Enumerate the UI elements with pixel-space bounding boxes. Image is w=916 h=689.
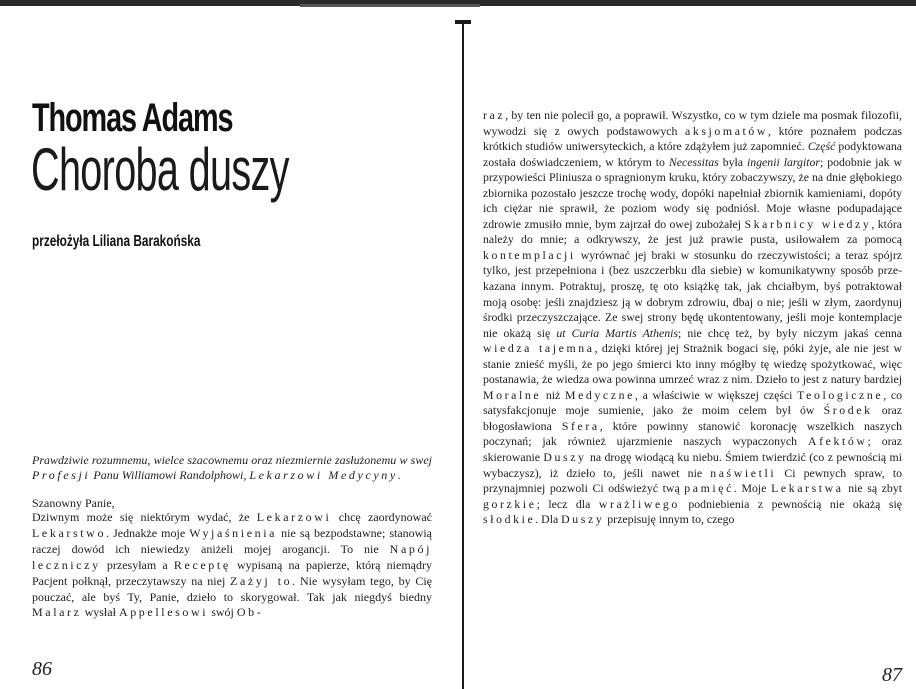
emphasis-italic: ingenii largitor: [746, 154, 820, 169]
text-run: chcę zaordynować: [331, 510, 432, 524]
emphasis-spaced: wrażliwego: [598, 496, 680, 511]
text-run: niż: [541, 387, 565, 402]
text-run: nie są zbyt: [843, 481, 902, 496]
right-page: [466, 0, 916, 689]
emphasis-spaced: gorzkie: [483, 496, 537, 511]
text-run: , co satysfakcjonuje moje sumienie, jako że moim celem był ów: [483, 387, 902, 418]
text-run: przesyłam a: [100, 557, 174, 572]
emphasis-spaced: Sfera: [561, 418, 600, 433]
text-run: ; nie chcę też, by były niczym jakaś cenna: [677, 325, 902, 340]
emphasis-spaced: Ob-: [236, 605, 264, 620]
author-name: Thomas Adams: [32, 96, 233, 140]
emphasis-italic: ut Curia Martis Athenis: [556, 325, 678, 340]
page-number-left: 86: [32, 658, 52, 680]
emphasis-spaced: Afektów: [808, 434, 868, 449]
text-run: , które powinny stanowić koronację wszelkich naszych poczynań; jak również ujarzmienie naszych wypaczonych: [483, 418, 902, 449]
emphasis-spaced: Malarz: [32, 605, 82, 620]
text-run: swój: [208, 605, 237, 620]
emphasis-spaced: Duszy: [543, 450, 587, 465]
emphasis-spaced: Lekarzowi: [256, 510, 332, 524]
text-run: wysłał: [81, 605, 119, 620]
text-run: . Dla: [535, 512, 562, 527]
emphasis-spaced: Lekarzowi Medycyny: [249, 468, 398, 482]
text-run: . Moje: [733, 481, 772, 496]
article-title: Choroba duszy: [31, 136, 289, 203]
text-run: . Nie wysyłam tego, by Cię pouczać, ale byś Ty, Panie, dzieło to skorygował. Tak jak niegdyś biedny: [32, 573, 433, 604]
text-run: , które poznałem podczas krótkich studiów uniwersyteckich, a które zdążyłem już zapomnieć.: [483, 123, 902, 154]
book-spine-gutter: [462, 22, 464, 689]
emphasis-spaced: Wyjaśnienia: [189, 525, 278, 540]
emphasis-spaced: Napój leczniczy: [32, 541, 432, 572]
text-run: , dzięki której jej Strażnik bogaci się, póki żyje, ale nie jest w stanie znieść myśli, że po jego śmierci kto inny mógłby tę wiedzę spożytkować, więc postanawia, że wiedza owa powinna umrzeć wraz z nim. Dzieło to jest z natury bardziej: [483, 341, 903, 387]
text-run: , a właściwie w większej części: [634, 387, 798, 402]
emphasis-spaced: Środek: [823, 403, 873, 418]
emphasis-spaced: naświetli: [710, 465, 777, 480]
emphasis-spaced: Moralne: [483, 387, 542, 402]
text-run: ; podobnie jak w przypowieści Pliniusza o spragnionym kruku, który zobaczywszy, że na dnie głębokiego zbiornika pozostało jeszcze trochę wody, dopóki napełniał zbiornik kamieniami, dopóty ich ciężar nie sprawił, że poziom wody się podniósł. Moje własne podupadające zdrowie zmusiło mnie, bym zajrzał do owej zubożałej: [483, 154, 902, 231]
emphasis-spaced: Skarbnicy wiedzy: [744, 216, 872, 231]
translator-credit: przełożyła Liliana Barakońska: [32, 233, 201, 250]
text-run: .: [397, 468, 401, 482]
emphasis-spaced: Lekarstwa: [771, 481, 844, 496]
text-run: Panu Williamowi Randolphowi,: [90, 468, 250, 482]
page-number-right: 87: [882, 664, 902, 686]
text-run: Prawdziwie rozumnemu, wielce szacownemu oraz niezmiernie zasłużonemu w swej: [32, 453, 432, 467]
text-run: Dziwnym może się niektórym wydać, że: [32, 510, 257, 524]
text-run: nie są bezpodstawne; stanowią raczej dowód ich niewiedzy aniżeli mojej arogancji. To nie: [32, 525, 433, 556]
text-run: ; oraz skierowanie: [483, 434, 902, 465]
text-run: podniebienia z pewnością nie okażą się: [679, 496, 902, 511]
emphasis-spaced: wiedza tajemna: [483, 341, 595, 356]
text-run: ; lecz dla: [536, 496, 599, 511]
emphasis-spaced: Zażyj to: [230, 573, 293, 588]
emphasis-spaced: Appellesowi: [118, 605, 209, 620]
emphasis-spaced: Medyczne: [565, 387, 635, 402]
emphasis-italic: Część: [807, 139, 836, 154]
emphasis-spaced: Profesji: [32, 468, 91, 482]
text-run: podyktowana została doświadczeniem, w którym to: [483, 139, 902, 169]
emphasis-spaced: słodkie: [483, 512, 536, 527]
emphasis-spaced: aksjomatów: [685, 123, 769, 138]
letter-body-right: [483, 108, 902, 528]
emphasis-spaced: Teologiczne: [797, 387, 884, 402]
text-run: . Jednakże moje: [106, 525, 190, 540]
text-run: , która należy do mnie; a odkrywszy, że jest już prawie pusta, usiłowałem za pomocą: [483, 216, 903, 247]
salutation: Szanowny Panie,: [32, 496, 115, 510]
emphasis-italic: Necessitas: [668, 154, 719, 169]
emphasis-spaced: Duszy: [561, 512, 605, 527]
letter-body-left: [32, 510, 432, 621]
emphasis-spaced: kontemplacji: [483, 247, 576, 262]
text-run: , by ten nie polecił go, a poprawił. Wszystko, co w tym dziele ma posmak filozofii, wywodzi się z owych podstawowych: [483, 108, 902, 138]
emphasis-spaced: pamięć: [684, 481, 734, 496]
emphasis-spaced: Receptę: [173, 557, 231, 572]
text-run: na drogę wiodącą ku niebu. Śmiem twierdzić (co z pewnością mi wybaczysz), iż dzieło to, jeśli nawet nie: [483, 450, 902, 480]
text-run: wypisaną na papierze, którą niemądry Pacjent połknął, przeczytawszy na niej: [32, 557, 432, 588]
text-run: przepisuję innym to, czego: [604, 512, 735, 527]
text-run: wyrównać jej braki w stosunku do rzeczywistości; a teraz spójrz tylko, jest przepełniona i (bez uszczerbku dla siebie) w komunikatywny sposób przekazana innym. Potraktuj, proszę, tę oto książkę tak, jak chciałbym, byś potraktował moją osobę: jeśli znajdziesz ją w dobrym zdrowiu, dbaj o nie; jeśli w złym, zaordynuj środki przeczyszczające. Ze swej strony będę ukontentowany, jeśli moje kontemplacje nie okażą się: [483, 247, 902, 340]
emphasis-spaced: Lekarstwo: [32, 525, 107, 540]
emphasis-spaced: raz: [483, 108, 506, 122]
text-run: była: [718, 154, 747, 169]
text-run: oraz błogosławiona: [483, 403, 903, 433]
dedication: [32, 453, 432, 483]
text-run: Ci pewnych spraw, to przynajmniej pozwoli Ci odświeżyć twą: [483, 465, 902, 496]
